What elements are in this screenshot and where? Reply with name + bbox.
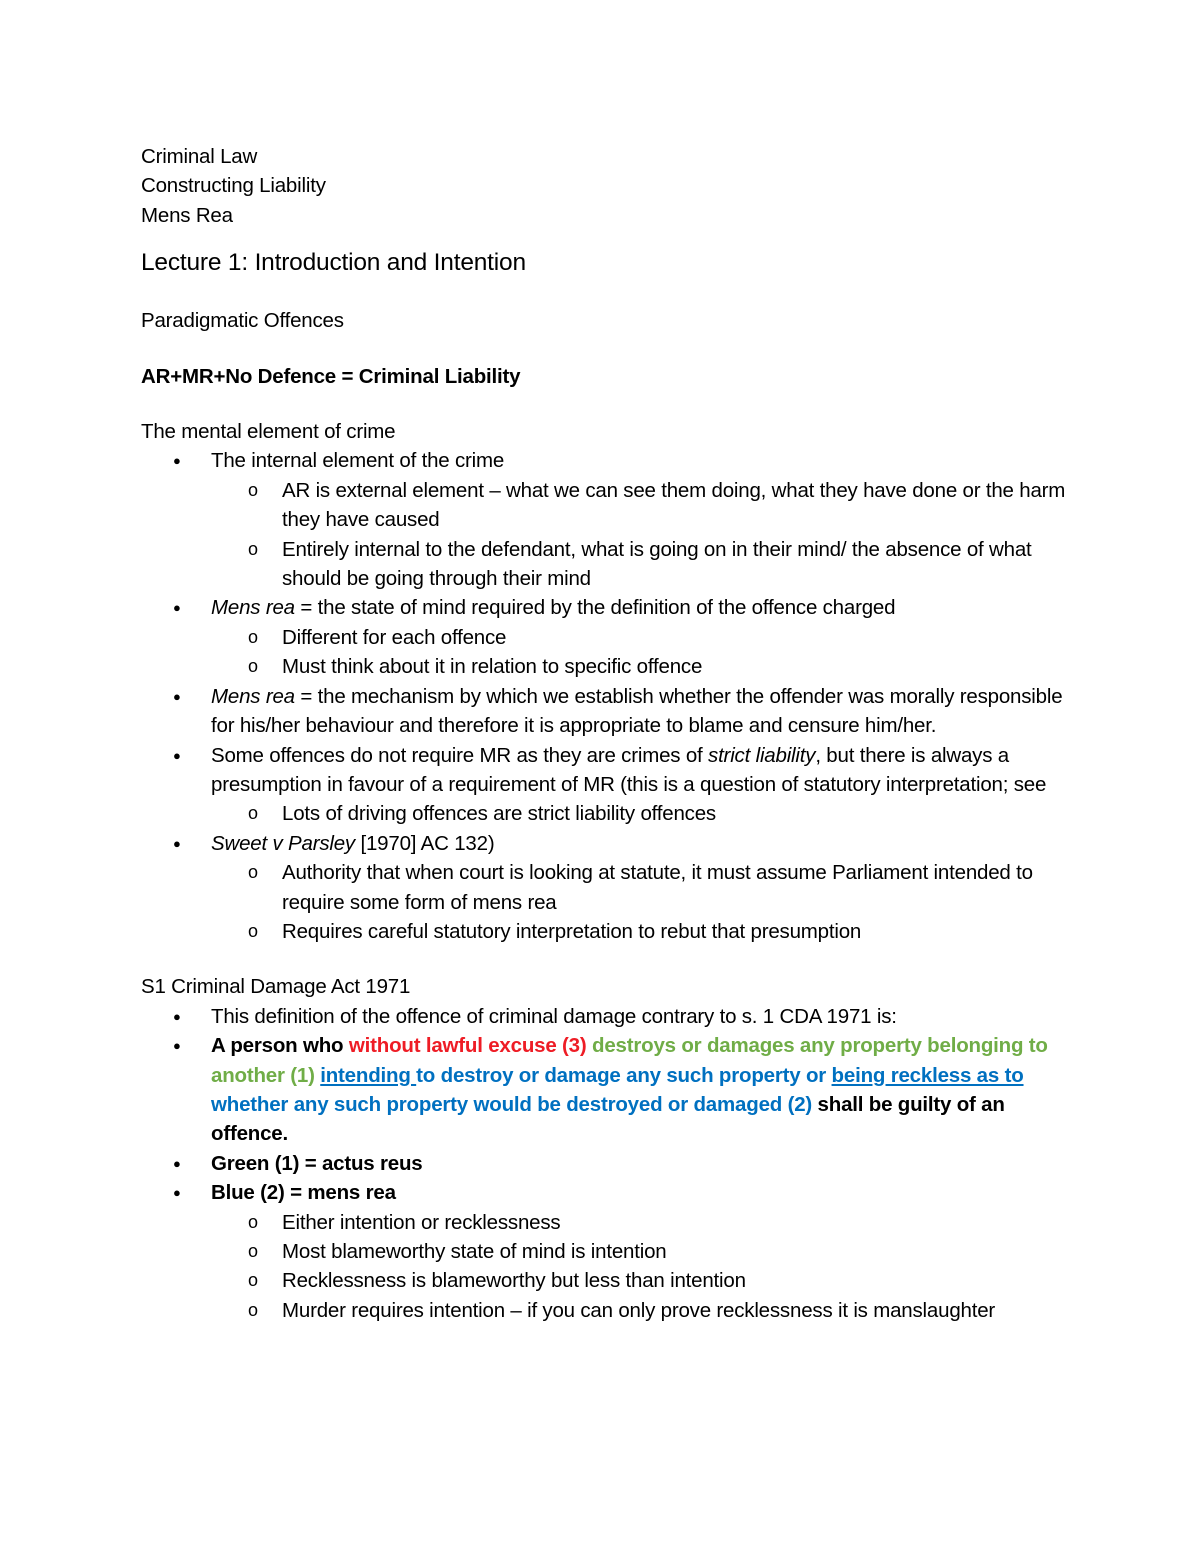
section-title-criminal-damage: S1 Criminal Damage Act 1971 <box>141 975 411 999</box>
list-item-text: Some offences do not require MR as they are crimes of <box>211 743 709 767</box>
criminal-damage-list <box>141 1002 1066 1325</box>
statutory-definition <box>141 1031 1066 1149</box>
list-subitem: o Recklessness is blameworthy but less than intention <box>141 1266 1066 1295</box>
header-line-2: Constructing Liability <box>141 174 326 198</box>
list-item: ● This definition of the offence of criminal damage contrary to s. 1 CDA 1971 is: <box>141 1002 1066 1031</box>
list-subitem: o AR is external element – what we can see them doing, what they have done or the harm they have caused <box>141 476 1066 535</box>
definition-intending: intending <box>320 1063 417 1087</box>
mens-rea-term: Mens rea <box>211 684 295 708</box>
section-title-paradigmatic: Paradigmatic Offences <box>141 309 344 333</box>
list-item <box>141 829 1066 858</box>
list-subitem: o Entirely internal to the defendant, what is going on in their mind/ the absence of what should be going through their mind <box>141 535 1066 594</box>
list-subitem: o Must think about it in relation to specific offence <box>141 652 1066 681</box>
list-item-text: , but there is always a presumption in favour of a requirement of MR (this is a question of statutory interpretation; see <box>211 743 1047 796</box>
list-subitem: o Authority that when court is looking at statute, it must assume Parliament intended to require some form of mens rea <box>141 858 1066 917</box>
lecture-title: Lecture 1: Introduction and Intention <box>141 249 526 277</box>
definition-reckless: being reckless as to <box>831 1063 1024 1087</box>
case-citation: [1970] AC 132) <box>354 831 495 855</box>
section-title-mental-element: The mental element of crime <box>141 420 396 444</box>
mental-element-list <box>141 446 1066 946</box>
mens-rea-term: Mens rea <box>211 596 295 620</box>
list-item <box>141 741 1066 800</box>
list-item: ● Blue (2) = mens rea <box>141 1178 1066 1207</box>
definition-actus-reus-part: destroys or damages any property belonging to another (1) <box>211 1034 1048 1087</box>
list-item: ● Green (1) = actus reus <box>141 1149 1066 1178</box>
list-item: ● The internal element of the crime <box>141 446 1066 475</box>
strict-liability-term: strict liability <box>708 743 816 767</box>
list-subitem: o Most blameworthy state of mind is intention <box>141 1237 1066 1266</box>
list-subitem: o Lots of driving offences are strict liability offences <box>141 799 1066 828</box>
definition-text: A person who <box>211 1034 349 1058</box>
list-subitem: o Murder requires intention – if you can only prove recklessness it is manslaughter <box>141 1296 1066 1325</box>
definition-defence-part: without lawful excuse (3) <box>348 1034 587 1058</box>
list-item <box>141 682 1066 741</box>
list-item-text: = the state of mind required by the definition of the offence charged <box>294 596 896 620</box>
definition-mens-rea-part: to destroy or damage any such property or <box>416 1063 832 1087</box>
case-name: Sweet v Parsley <box>211 831 355 855</box>
header-line-3: Mens Rea <box>141 203 233 227</box>
liability-formula: AR+MR+No Defence = Criminal Liability <box>141 364 521 388</box>
definition-mens-rea-part: whether any such property would be destroyed or damaged (2) <box>211 1092 813 1116</box>
definition-text: shall be guilty of an offence. <box>211 1092 1005 1146</box>
list-subitem: o Requires careful statutory interpretation to rebut that presumption <box>141 917 1066 946</box>
list-subitem: o Either intention or recklessness <box>141 1208 1066 1237</box>
list-subitem: o Different for each offence <box>141 623 1066 652</box>
header-line-1: Criminal Law <box>141 145 258 168</box>
list-item <box>141 593 1066 622</box>
document-body <box>141 142 1066 1325</box>
list-item-text: = the mechanism by which we establish whether the offender was morally responsible for his/her behaviour and therefore it is appropriate to blame and censure him/her. <box>211 684 1063 738</box>
